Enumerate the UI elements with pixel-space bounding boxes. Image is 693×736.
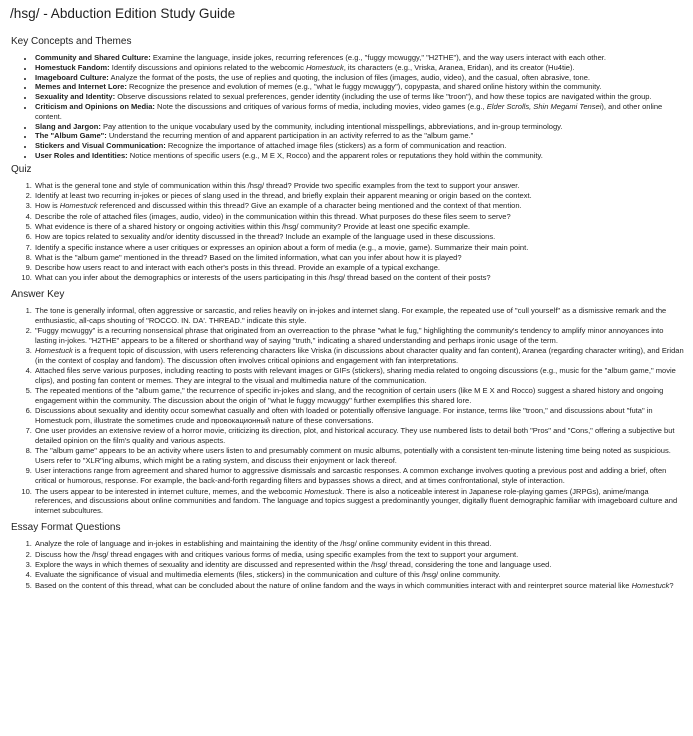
list-item — [34, 306, 685, 326]
answer-key-heading: Answer Key — [11, 288, 65, 300]
item-text: User interactions range from agreement and shared humor to aggressive dismissals and sarcastic responses. A common exchange involves quoting a previous post and adding a brief, often critical or humorous, response. For example, the back-and-forth regarding filters and bypasses shows a direct, and at times confrontational, style of interaction. — [35, 466, 667, 486]
list-item — [34, 181, 685, 191]
item-text: Discuss how the /hsg/ thread engages with and critiques various forms of media, using specific examples from the text to support your argument. — [35, 549, 519, 559]
item-text: Understand the recurring mention of and apparent participation in an activity referred to as the "album game." — [106, 131, 474, 141]
list-item — [34, 326, 685, 346]
item-text: Examine the language, inside jokes, recurring references (e.g., "fuggy mcwuggy," "H2THE"), and the way users interact with each other. — [150, 53, 606, 62]
item-text: Note the discussions and critiques of various forms of media, including movies, video games (e.g., — [154, 101, 487, 111]
list-item — [34, 487, 685, 516]
item-text: Discussions about sexuality and identity occur somewhat casually and often with loaded or potentially offensive language. For instance, terms like "troon," and discussions about "futa" in Homestuck porn, illustrate the sometimes crude and провокационный nature of these conversations. — [35, 406, 653, 425]
italic-title: Homestuck — [35, 345, 73, 355]
list-item — [34, 63, 685, 73]
item-text: The users appear to be interested in internet culture, memes, and the webcomic — [35, 486, 305, 496]
item-text: referenced and discussed within this thread? Give an example of a character being mentioned and the context of that mention. — [97, 201, 522, 211]
concept-term: Sexuality and Identity: — [35, 92, 116, 102]
list-item — [34, 201, 685, 211]
concept-term: Slang and Jargon: — [35, 121, 101, 131]
list-item — [34, 222, 685, 232]
item-text: Identify a specific instance where a user critiques or expresses an opinion about a form of media (e.g., a movie, game). Summarize their main point. — [35, 242, 529, 252]
list-item — [34, 131, 685, 141]
list-item — [34, 232, 685, 242]
list-item — [34, 539, 685, 549]
list-item — [34, 191, 685, 201]
item-text: Describe how users react to and interact with each other's posts in this thread. Provide an example of a typical exchange. — [35, 263, 440, 273]
item-text: What is the general tone and style of communication within this /hsg/ thread? Provide two specific examples from the text to support your answer. — [35, 180, 520, 190]
essay-questions-heading: Essay Format Questions — [11, 522, 121, 534]
list-item — [34, 466, 685, 486]
item-text: Analyze the role of language and in-jokes in establishing and maintaining the identity of the /hsg/ online community evident in this thread. — [35, 539, 492, 549]
concept-term: Criticism and Opinions on Media: — [35, 101, 155, 111]
item-text: Analyze the format of the posts, the use of replies and quoting, the inclusion of files (images, audio, video), and the casual, often abrasive, tone. — [108, 72, 591, 82]
list-item — [34, 426, 685, 446]
concept-term: Community and Shared Culture: — [35, 53, 151, 62]
item-text: Identify discussions and opinions related to the webcomic — [109, 62, 306, 72]
item-text: ), and other online content. — [35, 101, 663, 121]
item-text: Based on the content of this thread, what can be concluded about the nature of online fandom and the ways in which communities interact with and reinterpret source material like — [35, 580, 632, 590]
concept-term: User Roles and Identities: — [35, 150, 128, 160]
list-item — [34, 92, 685, 102]
list-item — [34, 122, 685, 132]
list-item — [34, 406, 685, 426]
italic-title: Homestuck — [304, 486, 343, 496]
item-text: How are topics related to sexuality and/or identity discussed in the thread? Include an example of the language used in these discussions. — [35, 232, 496, 242]
essay-questions-list — [10, 539, 685, 590]
item-text: Observe discussions related to sexual preferences, gender identity (including the use of terms like "troon"), and how these topics are navigated within the group. — [115, 92, 652, 102]
italic-title: Homestuck — [631, 580, 670, 590]
item-text: What is the "album game" mentioned in the thread? Based on the limited information, what can you infer about how it is played? — [35, 252, 462, 262]
quiz-list — [10, 181, 685, 283]
list-item — [34, 141, 685, 151]
list-item — [34, 346, 685, 366]
item-text: Pay attention to the unique vocabulary used by the community, including intentional misspellings, abbreviations, and in-group terminology. — [100, 121, 563, 131]
list-item — [34, 570, 685, 580]
item-text: "Fuggy mcwuggy" is a recurring nonsensical phrase that originated from an overreaction to the phrase "what le fug," highlighting the community's tendency to amplify minor annoyances into lasting in-jokes. "H2THE" appears to be a filtered or shorthand way of saying "truth," indicating a shared understanding and perhaps ironic usage of the term. — [35, 325, 664, 345]
list-item — [34, 263, 685, 273]
item-text: One user provides an extensive review of a horror movie, criticizing its direction, plot, and historical accuracy. They use numbered lists to detail both "Pros" and "Cons," offering a subjective but detailed opinion on the film's quality and various aspects. — [35, 426, 675, 446]
italic-title: Homestuck — [59, 201, 98, 211]
list-item — [34, 53, 685, 63]
item-text: Evaluate the significance of visual and multimedia elements (files, stickers) in the communication and culture of this /hsg/ online community. — [35, 570, 501, 580]
item-text: Identify at least two recurring in-jokes or pieces of slang used in the thread, and briefly explain their apparent meaning or origin based on the context. — [35, 191, 532, 201]
answer-key-list — [10, 306, 685, 516]
item-text: What can you infer about the demographics or interests of the users participating in this /hsg/ thread based on the content of their posts? — [35, 273, 491, 283]
list-item — [34, 386, 685, 406]
list-item — [34, 366, 685, 386]
italic-title: Elder Scrolls, Shin Megami Tensei — [486, 101, 602, 111]
list-item — [34, 73, 685, 83]
item-text: , its characters (e.g., Vriska, Aranea, Eridan), and its creator (Hu4tie). — [343, 62, 575, 72]
item-text: . There is also a noticeable interest in Japanese role-playing games (JRPGs), anime/manga references, and discussions about online communities and fandom. The language and topics suggest a predominantly younger, digitally fluent demographic familiar with imageboard culture and internet subcultures. — [35, 486, 678, 516]
quiz-heading: Quiz — [11, 163, 32, 175]
item-text: The tone is generally informal, often aggressive or sarcastic, and relies heavily on in-jokes and internet slang. For example, the repeated use of "cull yourself" as a dismissive remark and the enthusiastic, all-caps shouting of "ROCCO. IN. DA'. THREAD." indicate this style. — [35, 305, 667, 325]
item-text: Recognize the presence and evolution of memes (e.g., "what le fuggy mcwuggy"), copypasta, and shared online history within the community. — [126, 82, 602, 92]
list-item — [34, 446, 685, 466]
item-text: What evidence is there of a shared history or ongoing activities within this /hsg/ community? Provide at least one specific example. — [35, 221, 470, 231]
list-item — [34, 581, 685, 591]
item-text: is a frequent topic of discussion, with users referencing characters like Vriska (in discussions about character quality and fan content), Aranea (regarding character writing), and Eridan (in the context of cosplay and fandom). The discussion often involves critical opinions and engagement with fan interpretations. — [35, 345, 684, 365]
concept-term: Memes and Internet Lore: — [35, 82, 127, 92]
item-text: Explore the ways in which themes of sexuality and identity are discussed and represented within the /hsg/ thread, considering the tone and language used. — [35, 560, 552, 570]
concept-term: Homestuck Fandom: — [35, 62, 110, 72]
concept-term: The "Album Game": — [35, 131, 107, 141]
list-item — [34, 560, 685, 570]
list-item — [34, 273, 685, 283]
item-text: Describe the role of attached files (images, audio, video) in the communication within this thread. What purposes do these files seem to serve? — [35, 211, 511, 221]
list-item — [34, 253, 685, 263]
key-concepts-list — [10, 53, 685, 161]
item-text: Recognize the importance of attached image files (stickers) as a form of communication and reaction. — [165, 141, 507, 151]
item-text: ? — [669, 580, 674, 590]
list-item — [34, 550, 685, 560]
item-text: Notice mentions of specific users (e.g., M E X, Rocco) and the apparent roles or reputations they hold within the community. — [127, 150, 543, 160]
list-item — [34, 102, 685, 122]
list-item — [34, 82, 685, 92]
page-title: /hsg/ - Abduction Edition Study Guide — [10, 6, 236, 21]
item-text: How is — [35, 201, 60, 211]
concept-term: Imageboard Culture: — [35, 72, 109, 82]
key-concepts-heading: Key Concepts and Themes — [11, 36, 132, 47]
italic-title: Homestuck — [305, 62, 344, 72]
item-text: The "album game" appears to be an activity where users listen to and presumably comment on music albums, potentially with a consistent ten-minute listening time being noted as suspicious. Users refer to "XLR"ing albums, which might be a rating system, and discuss their enjoyment or lack thereof. — [35, 446, 671, 466]
list-item — [34, 212, 685, 222]
item-text: The repeated mentions of the "album game," the recurrence of specific in-jokes and slang, and the recognition of certain users (like M E X and Rocco) suggest a shared history and ongoing engagement within the community. The discussion about the origin of "what le fuggy mcwuggy" further exemplifies this shared lore. — [35, 386, 664, 405]
list-item — [34, 151, 685, 161]
concept-term: Stickers and Visual Communication: — [35, 141, 166, 151]
item-text: Attached files serve various purposes, including reacting to posts with relevant images or GIFs (stickers), sharing media related to ongoing discussions (e.g., music for the "album game," movie clips), and posting fan content or memes. They are integral to the visual and multimedia nature of the communication. — [35, 366, 676, 385]
list-item — [34, 243, 685, 253]
